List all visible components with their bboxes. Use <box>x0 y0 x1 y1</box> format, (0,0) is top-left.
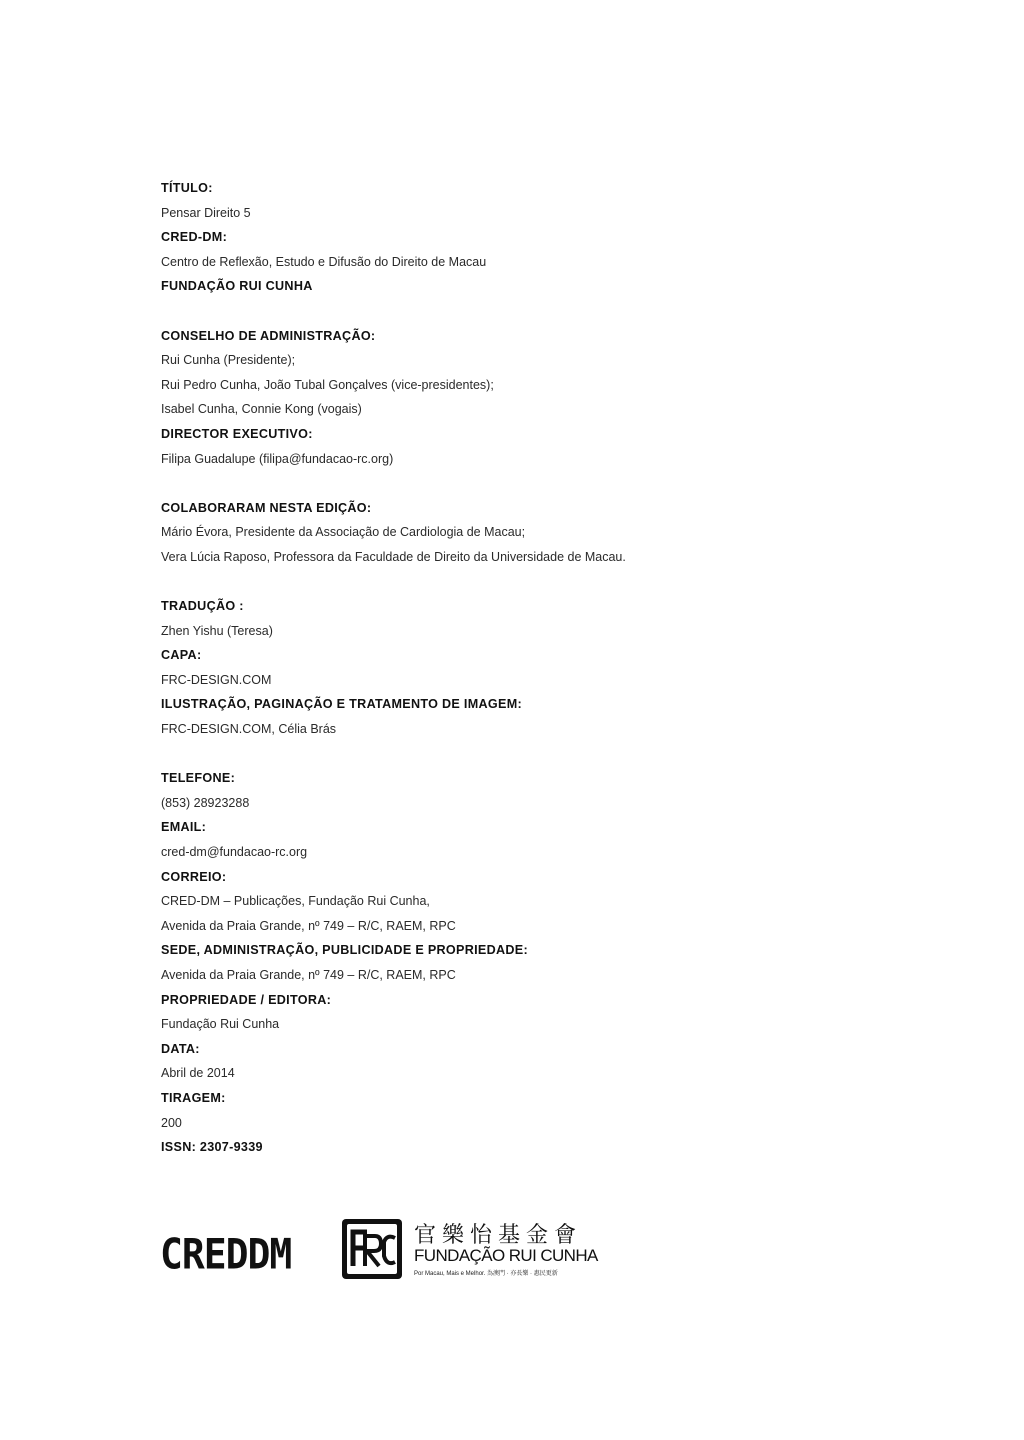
field-label: COLABORARAM NESTA EDIÇÃO: <box>161 500 372 515</box>
field-label: DATA: <box>161 1041 200 1056</box>
field-label: SEDE, ADMINISTRAÇÃO, PUBLICIDADE E PROPRIEDADE: <box>161 943 528 958</box>
field-value: Centro de Reflexão, Estudo e Difusão do Direito de Macau <box>161 254 487 269</box>
field-value: FRC-DESIGN.COM, Célia Brás <box>161 722 337 737</box>
field-value: Abril de 2014 <box>161 1066 235 1081</box>
field-value: Rui Pedro Cunha, João Tubal Gonçalves (vice-presidentes); <box>161 377 494 392</box>
field-label: FUNDAÇÃO RUI CUNHA <box>161 279 313 294</box>
field-value: cred-dm@fundacao-rc.org <box>161 845 308 860</box>
field-label: ISSN: 2307-9339 <box>161 1140 263 1155</box>
field-label: CRED-DM: <box>161 230 228 245</box>
field-label: TRADUÇÃO : <box>161 599 244 614</box>
field-value: Rui Cunha (Presidente); <box>161 353 296 368</box>
field-value: (853) 28923288 <box>161 795 250 810</box>
foundation-name: FUNDAÇÃO RUI CUNHA <box>414 1246 598 1265</box>
field-value: FRC-DESIGN.COM <box>161 672 272 687</box>
field-value: 200 <box>161 1115 182 1130</box>
field-value: Pensar Direito 5 <box>161 205 251 220</box>
field-value: Avenida da Praia Grande, nº 749 – R/C, RAEM, RPC <box>161 968 456 982</box>
section-gap <box>161 742 921 767</box>
field-value: Avenida da Praia Grande, nº 749 – R/C, RAEM, RPC <box>161 918 456 933</box>
field-label: CONSELHO DE ADMINISTRAÇÃO: <box>161 328 376 343</box>
section-gap <box>161 471 921 496</box>
section-gap <box>161 299 921 324</box>
field-label: TÍTULO: <box>161 181 213 195</box>
frc-logo-icon <box>341 1218 403 1280</box>
field-label: CAPA: <box>161 648 202 663</box>
field-label: EMAIL: <box>161 820 207 835</box>
field-value: Vera Lúcia Raposo, Professora da Faculdade de Direito da Universidade de Macau. <box>161 549 626 564</box>
field-label: TIRAGEM: <box>161 1090 226 1105</box>
credm-logo: CREDDM <box>160 1230 292 1279</box>
foundation-chinese-name: 官樂怡基金會 <box>414 1223 583 1248</box>
colophon <box>161 176 921 1160</box>
field-value: Zhen Yishu (Teresa) <box>161 623 273 638</box>
field-label: CORREIO: <box>161 869 227 884</box>
field-label: TELEFONE: <box>161 771 236 786</box>
field-value: Fundação Rui Cunha <box>161 1017 280 1032</box>
publisher-logos <box>160 1216 620 1286</box>
field-value: Isabel Cunha, Connie Kong (vogais) <box>161 402 362 417</box>
section-gap <box>161 570 921 595</box>
field-value: Mário Évora, Presidente da Associação de Cardiologia de Macau; <box>161 525 526 540</box>
field-label: PROPRIEDADE / EDITORA: <box>161 992 332 1007</box>
field-label: DIRECTOR EXECUTIVO: <box>161 426 313 441</box>
foundation-tagline: Por Macau, Mais e Melhor. 為澳門 · 亦長樂 · 惠民更新 <box>414 1271 558 1277</box>
field-label: ILUSTRAÇÃO, PAGINAÇÃO E TRATAMENTO DE IMAGEM: <box>161 697 522 712</box>
field-value: Filipa Guadalupe (filipa@fundacao-rc.org) <box>161 451 394 466</box>
field-value: CRED-DM – Publicações, Fundação Rui Cunha, <box>161 894 430 909</box>
